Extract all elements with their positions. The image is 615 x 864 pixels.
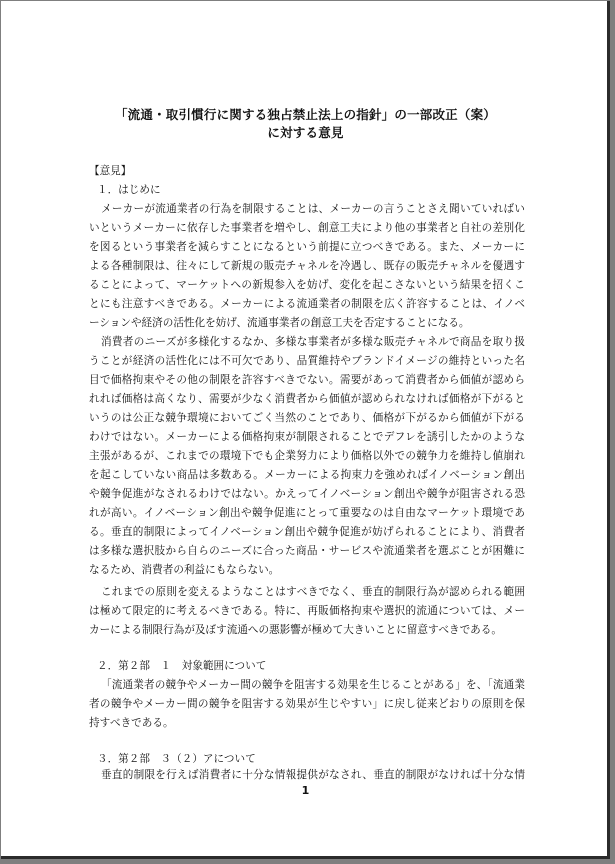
section-1-heading: １．はじめに: [97, 184, 161, 196]
paragraph-line: カーによる制限行為が及ぼす流通への悪影響が極めて大きいことに留意すべきである。: [89, 624, 502, 636]
document-subtitle: に対する意見: [267, 125, 344, 140]
paragraph-line: なるため、消費者の利益にもならない。: [89, 564, 280, 576]
paragraph-line: 垂直的制限を行えば消費者に十分な情報提供がなされ、垂直的制限がなければ十分な情: [101, 769, 525, 781]
paragraph-line: は多様な選択肢から自らのニーズに合った商品・サービスや流通業者を選ぶことが困難に: [89, 545, 525, 557]
paragraph-line: いというメーカーに依存した事業者を増やし、創意工夫により他の事業者と自社の差別化: [89, 222, 525, 234]
paragraph-line: れが高い。イノベーション創出や競争促進にとって重要なのは自由なマーケット環境であ: [89, 507, 525, 519]
paragraph-line: とにも注意すべきである。メーカーによる流通業者の制限を広く許容することは、イノベ: [89, 298, 525, 310]
paragraph-line: や競争促進がなされるわけではない。かえってイノベーション創出や競争が阻害される恐: [89, 488, 525, 500]
paragraph-line: 「流通業者の競争やメーカー間の競争を阻害する効果を生じることがある」を、「流通業: [101, 679, 525, 691]
paragraph-line: いうのは公正な競争環境においてごく当然のことであり、価格が下がるから価値が下がる: [89, 412, 525, 424]
document-page: [1, 1, 610, 859]
paragraph-line: る。垂直的制限によってイノベーション創出や競争促進が妨げられることにより、消費者: [89, 526, 525, 538]
paragraph-line: 目で価格拘束やその他の制限を許容すべきでない。需要があって消費者から価値が認めら: [89, 374, 525, 386]
paragraph-line: メーカーが流通業者の行為を制限することは、メーカーの言うことさえ聞いていればい: [101, 203, 525, 215]
section-2-heading: ２．第２部 １ 対象範囲について: [97, 660, 267, 672]
paragraph-line: ることによって、マーケットへの新規参入を妨げ、変化を起こさないという結果を招くこ: [89, 279, 525, 291]
paragraph-line: 主張があるが、これまでの環境下でも企業努力により価格以外での競争力を維持し値崩れ: [89, 450, 525, 462]
paragraph-line: うことが経済の活性化には不可欠であり、品質維持やブランドイメージの維持といった名: [89, 355, 525, 367]
paragraph-line: よる各種制限は、往々にして新規の販売チャネルを冷遇し、既存の販売チャネルを優遇す: [89, 260, 525, 272]
paragraph-line: 消費者のニーズが多様化するなか、多様な事業者が多様な販売チャネルで商品を取り扱: [101, 336, 525, 348]
paragraph-line: これまでの原則を変えるようなことはすべきでなく、垂直的制限行為が認められる範囲: [101, 586, 525, 598]
opinion-heading: 【意見】: [89, 165, 132, 177]
paragraph-line: れれば価格は高くなり、需要が少なく消費者から価値が認められなければ価格が下がると: [89, 393, 525, 405]
paragraph-line: を起こしていない商品は多数ある。メーカーによる拘束力を強めればイノベーション創出: [89, 469, 525, 481]
paragraph-line: ーションや経済の活性化を妨げ、流通事業者の創意工夫を否定することになる。: [89, 317, 470, 329]
document-title: 「流通・取引慣行に関する独占禁止法上の指針」の一部改正（案）: [114, 107, 496, 122]
section-3-heading: ３．第２部 ３（２）アについて: [97, 753, 256, 765]
paragraph-line: わけではない。メーカーによる価格拘束が制限されることでデフレを誘引したかのような: [89, 431, 525, 443]
paragraph-line: は極めて限定的に考えるべきである。特に、再販価格拘束や選択的流通については、メー: [89, 605, 525, 617]
paragraph-line: を図るという事業者を減らすことになるという前提に立つべきである。また、メーカーに: [89, 241, 525, 253]
paragraph-line: 持すべきである。: [89, 717, 174, 729]
page-number: 1: [301, 784, 310, 797]
paragraph-line: 者の競争やメーカー間の競争を阻害する効果が生じやすい」に戻し従来どおりの原則を保: [89, 698, 525, 710]
